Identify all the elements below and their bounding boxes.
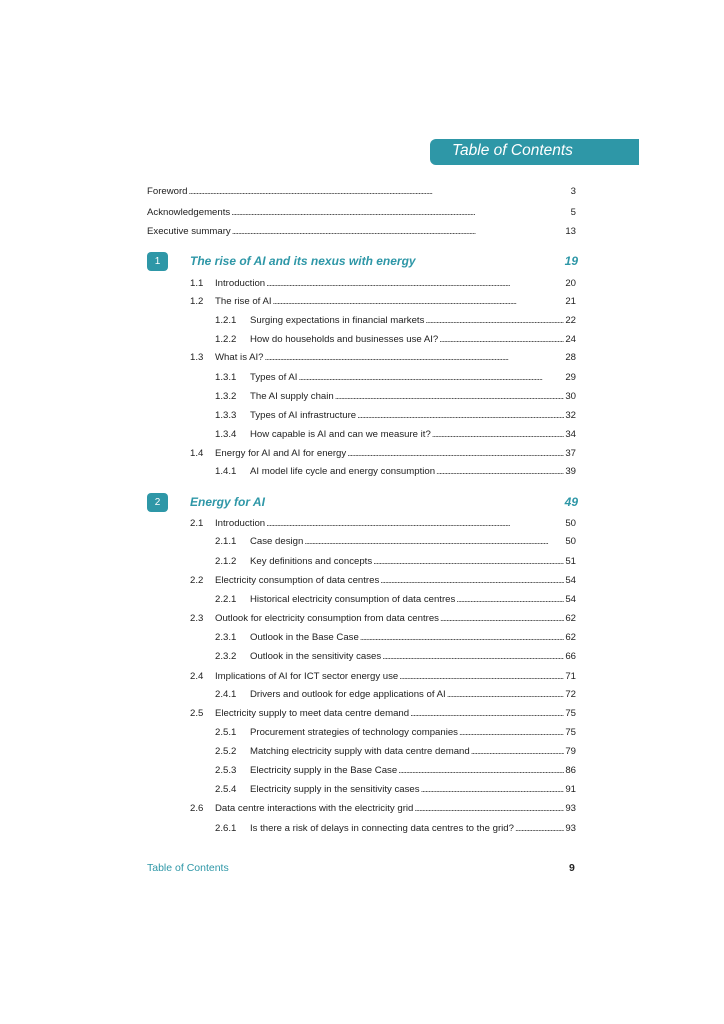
toc-entry-page: 62 — [565, 613, 576, 624]
section-number: 1.2 — [190, 296, 204, 307]
toc-entry-label: What is AI? — [215, 352, 264, 363]
section-number: 1.4 — [190, 448, 204, 459]
toc-entry-label: Acknowledgements — [147, 207, 231, 218]
toc-entry-label: Historical electricity consumption of data centres — [250, 594, 456, 605]
toc-entry-label: The rise of AI — [215, 296, 272, 307]
dot-leader — [439, 333, 564, 347]
toc-entry[interactable] — [215, 314, 576, 328]
toc-entry-label: Energy for AI and AI for energy — [215, 448, 347, 459]
chapter-2-heading[interactable] — [147, 493, 578, 513]
toc-entry[interactable] — [190, 574, 576, 588]
section-number: 2.2 — [190, 575, 204, 586]
dot-leader — [335, 390, 565, 404]
toc-entry-label: Executive summary — [147, 226, 231, 237]
toc-entry-page: 75 — [565, 727, 576, 738]
section-number: 2.3.1 — [215, 632, 237, 643]
toc-entry[interactable] — [215, 650, 576, 664]
section-number: 1.2.1 — [215, 315, 237, 326]
section-number: 2.3.2 — [215, 651, 237, 662]
dot-leader — [410, 707, 564, 721]
chapter-page: 19 — [564, 254, 578, 268]
toc-entry[interactable] — [190, 670, 576, 684]
toc-entry-label: Is there a risk of delays in connecting data centres to the grid? — [250, 823, 514, 834]
toc-entry-page: 37 — [565, 448, 576, 459]
toc-entry-page: 32 — [565, 410, 576, 421]
toc-entry-page: 20 — [565, 278, 576, 289]
section-number: 1.4.1 — [215, 466, 237, 477]
toc-entry-page: 24 — [565, 334, 576, 345]
toc-entry-label: Introduction — [215, 278, 266, 289]
dot-leader — [266, 517, 564, 531]
toc-entry-page: 54 — [565, 594, 576, 605]
toc-entry-label: Types of AI — [250, 372, 298, 383]
toc-entry[interactable] — [190, 517, 576, 531]
toc-entry-label: Electricity consumption of data centres — [215, 575, 380, 586]
dot-leader — [360, 631, 565, 645]
dot-leader — [231, 206, 569, 220]
toc-entry-label: Outlook in the sensitivity cases — [250, 651, 382, 662]
dot-leader — [425, 314, 564, 328]
toc-entry-label: How do households and businesses use AI? — [250, 334, 439, 345]
toc-entry-page: 79 — [565, 746, 576, 757]
toc-entry-page: 34 — [565, 429, 576, 440]
toc-entry-page: 71 — [565, 671, 576, 682]
toc-entry-page: 62 — [565, 632, 576, 643]
dot-leader — [265, 351, 565, 365]
toc-entry[interactable] — [215, 535, 576, 549]
toc-entry-page: 21 — [565, 296, 576, 307]
toc-entry-page: 39 — [565, 466, 576, 477]
dot-leader — [398, 764, 564, 778]
section-number: 1.3.4 — [215, 429, 237, 440]
toc-entry[interactable] — [190, 277, 576, 291]
section-number: 2.1 — [190, 518, 204, 529]
toc-entry[interactable] — [215, 333, 576, 347]
section-number: 2.5.1 — [215, 727, 237, 738]
toc-entry[interactable] — [215, 593, 576, 607]
chapter-number-badge: 1 — [147, 252, 168, 271]
toc-entry[interactable] — [190, 447, 576, 461]
toc-entry-page: 54 — [565, 575, 576, 586]
toc-entry-label: Outlook for electricity consumption from data centres — [215, 613, 439, 624]
toc-entry[interactable] — [215, 465, 576, 479]
toc-entry-label: Data centre interactions with the electricity grid — [215, 803, 414, 814]
toc-entry-label: Outlook in the Base Case — [250, 632, 359, 643]
toc-entry-page: 66 — [565, 651, 576, 662]
toc-entry[interactable] — [215, 409, 576, 423]
dot-leader — [298, 371, 564, 385]
toc-entry-page: 13 — [565, 226, 576, 237]
toc-entry-page: 51 — [565, 556, 576, 567]
toc-entry[interactable] — [215, 688, 576, 702]
dot-leader — [273, 295, 565, 309]
toc-entry-executive-summary[interactable] — [147, 225, 576, 239]
footer-section-title: Table of Contents — [147, 862, 229, 874]
toc-banner — [430, 139, 639, 165]
dot-leader — [399, 670, 564, 684]
toc-entry-page: 3 — [570, 186, 576, 197]
toc-entry-label: Case design — [250, 536, 304, 547]
toc-entry[interactable] — [215, 555, 576, 569]
toc-entry[interactable] — [215, 390, 576, 404]
toc-entry-page: 22 — [565, 315, 576, 326]
chapter-title: The rise of AI and its nexus with energy — [190, 254, 416, 268]
toc-banner-title: Table of Contents — [452, 142, 573, 159]
toc-entry-label: The AI supply chain — [250, 391, 334, 402]
section-number: 2.4 — [190, 671, 204, 682]
footer-page-number: 9 — [569, 862, 575, 874]
section-number: 2.5.3 — [215, 765, 237, 776]
chapter-page: 49 — [564, 495, 578, 509]
toc-entry-page: 50 — [565, 518, 576, 529]
toc-entry-label: Types of AI infrastructure — [250, 410, 357, 421]
dot-leader — [515, 822, 564, 836]
toc-entry-label: How capable is AI and can we measure it? — [250, 429, 431, 440]
toc-entry-page: 50 — [565, 536, 576, 547]
dot-leader — [459, 726, 564, 740]
dot-leader — [232, 225, 565, 239]
section-number: 2.4.1 — [215, 689, 237, 700]
toc-entry-label: Electricity supply in the Base Case — [250, 765, 398, 776]
dot-leader — [347, 447, 564, 461]
section-number: 2.3 — [190, 613, 204, 624]
toc-entry-label: Implications of AI for ICT sector energy use — [215, 671, 399, 682]
toc-entry-label: Key definitions and concepts — [250, 556, 373, 567]
section-number: 1.3 — [190, 352, 204, 363]
toc-entry-page: 72 — [565, 689, 576, 700]
toc-entry-label: Procurement strategies of technology companies — [250, 727, 458, 738]
toc-entry[interactable] — [215, 764, 576, 778]
toc-entry[interactable] — [190, 802, 576, 816]
section-number: 2.6.1 — [215, 823, 237, 834]
section-number: 1.3.2 — [215, 391, 237, 402]
toc-entry-label: Matching electricity supply with data centre demand — [250, 746, 470, 757]
toc-entry[interactable] — [190, 351, 576, 365]
section-number: 1.3.3 — [215, 410, 237, 421]
section-number: 2.5.2 — [215, 746, 237, 757]
dot-leader — [380, 574, 564, 588]
toc-entry[interactable] — [215, 783, 576, 797]
toc-entry-acknowledgements[interactable] — [147, 206, 576, 220]
toc-entry[interactable] — [190, 707, 576, 721]
dot-leader — [436, 465, 564, 479]
toc-entry-page: 93 — [565, 803, 576, 814]
dot-leader — [382, 650, 564, 664]
dot-leader — [266, 277, 564, 291]
toc-entry-page: 91 — [565, 784, 576, 795]
toc-entry-foreword[interactable] — [147, 185, 576, 199]
toc-entry[interactable] — [190, 295, 576, 309]
toc-entry-label: Foreword — [147, 186, 188, 197]
section-number: 2.1.2 — [215, 556, 237, 567]
chapter-1-heading[interactable] — [147, 252, 578, 272]
toc-entry-page: 29 — [565, 372, 576, 383]
toc-entry-label: Electricity supply to meet data centre demand — [215, 708, 410, 719]
toc-entry-page: 28 — [565, 352, 576, 363]
section-number: 2.6 — [190, 803, 204, 814]
section-number: 2.5.4 — [215, 784, 237, 795]
section-number: 2.5 — [190, 708, 204, 719]
section-number: 2.2.1 — [215, 594, 237, 605]
chapter-number-badge: 2 — [147, 493, 168, 512]
toc-entry-label: Electricity supply in the sensitivity cases — [250, 784, 420, 795]
section-number: 1.1 — [190, 278, 204, 289]
toc-entry-label: Introduction — [215, 518, 266, 529]
dot-leader — [456, 593, 564, 607]
toc-entry-page: 5 — [570, 207, 576, 218]
toc-entry[interactable] — [215, 745, 576, 759]
toc-entry-page: 30 — [565, 391, 576, 402]
dot-leader — [421, 783, 565, 797]
toc-entry[interactable] — [215, 726, 576, 740]
dot-leader — [440, 612, 564, 626]
toc-entry-label: Surging expectations in financial markets — [250, 315, 425, 326]
toc-entry-page: 93 — [565, 823, 576, 834]
dot-leader — [357, 409, 564, 423]
toc-entry[interactable] — [215, 822, 576, 836]
toc-entry-page: 75 — [565, 708, 576, 719]
dot-leader — [471, 745, 565, 759]
dot-leader — [189, 185, 570, 199]
toc-entry-label: Drivers and outlook for edge applications of AI — [250, 689, 446, 700]
toc-entry-label: AI model life cycle and energy consumption — [250, 466, 436, 477]
toc-entry[interactable] — [215, 428, 576, 442]
section-number: 1.3.1 — [215, 372, 237, 383]
dot-leader — [447, 688, 565, 702]
toc-entry[interactable] — [215, 371, 576, 385]
dot-leader — [304, 535, 564, 549]
section-number: 2.1.1 — [215, 536, 237, 547]
section-number: 1.2.2 — [215, 334, 237, 345]
dot-leader — [432, 428, 565, 442]
dot-leader — [414, 802, 564, 816]
toc-entry-page: 86 — [565, 765, 576, 776]
chapter-title: Energy for AI — [190, 495, 265, 509]
dot-leader — [373, 555, 564, 569]
toc-entry[interactable] — [215, 631, 576, 645]
toc-entry[interactable] — [190, 612, 576, 626]
